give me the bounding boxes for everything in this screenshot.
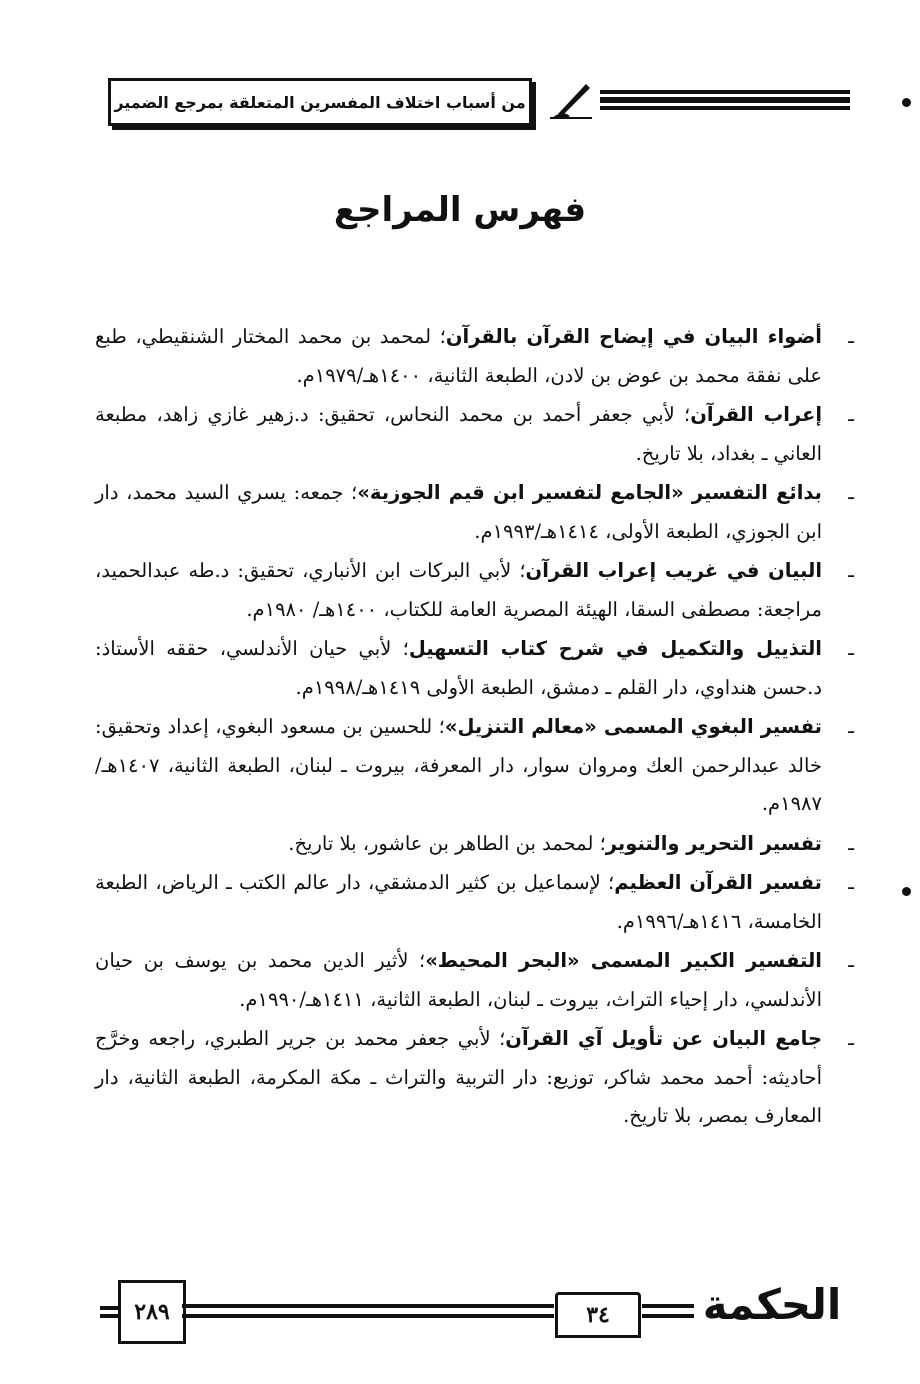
reference-item <box>95 942 840 1019</box>
reference-title: بدائع التفسير «الجامع لتفسير ابن قيم الجوزية» <box>357 481 822 504</box>
reference-title: التذييل والتكميل في شرح كتاب التسهيل <box>408 637 822 660</box>
page-header <box>0 70 920 130</box>
reference-title: إعراب القرآن <box>690 403 823 426</box>
running-title: من أسباب اختلاف المفسرين المتعلقة بمرجع الضمير <box>108 78 532 126</box>
margin-dot <box>902 887 911 896</box>
footer-rule <box>642 1314 694 1318</box>
page-footer <box>0 1268 920 1348</box>
reference-item <box>95 864 840 941</box>
reference-title: تفسير البغوي المسمى «معالم التنزيل» <box>444 715 822 738</box>
reference-details: ؛ لمحمد بن محمد المختار الشنقيطي، طبع على نفقة محمد بن عوض بن لادن، الطبعة الثانية، ١٤٠٠هـ/١٩٧٩م. <box>95 325 822 387</box>
reference-item <box>95 318 840 395</box>
issue-number: ٣٤ <box>555 1292 641 1338</box>
margin-dot <box>902 98 911 107</box>
footer-rule <box>182 1314 554 1318</box>
reference-title: تفسير القرآن العظيم <box>614 871 822 894</box>
reference-details: ؛ لأبي حيان الأندلسي، حققه الأستاذ: د.حسن هنداوي، دار القلم ـ دمشق، الطبعة الأولى ١٤١٩هـ/١٩٩٨م. <box>95 637 822 699</box>
reference-details: ؛ لأبي البركات ابن الأنباري، تحقيق: د.طه عبدالحميد، مراجعة: مصطفى السقا، الهيئة المصرية العامة للكتاب، ١٤٠٠هـ/ ١٩٨٠م. <box>95 559 822 621</box>
journal-logo: الحكمة <box>702 1279 842 1329</box>
reference-item <box>95 825 840 864</box>
footer-rule <box>100 1306 118 1310</box>
header-rule <box>600 90 850 113</box>
reference-item <box>95 552 840 629</box>
reference-details: ؛ لأبي جعفر أحمد بن محمد النحاس، تحقيق: د.زهير غازي زاهد، مطبعة العاني ـ بغداد، بلا تاريخ. <box>95 403 822 465</box>
footer-rule <box>100 1314 118 1318</box>
reference-item <box>95 474 840 551</box>
reference-item <box>95 630 840 707</box>
reference-item <box>95 708 840 824</box>
reference-details: ؛ لمحمد بن الطاهر بن عاشور، بلا تاريخ. <box>288 831 606 855</box>
footer-rule <box>642 1304 694 1308</box>
quill-icon <box>548 80 594 120</box>
reference-item <box>95 1020 840 1136</box>
reference-details: ؛ لإسماعيل بن كثير الدمشقي، دار عالم الكتب ـ الرياض، الطبعة الخامسة، ١٤١٦هـ/١٩٩٦م. <box>95 871 822 933</box>
reference-title: البيان في غريب إعراب القرآن <box>525 559 822 582</box>
reference-list <box>95 318 840 1137</box>
page-number: ٢٨٩ <box>118 1280 186 1344</box>
reference-title: جامع البيان عن تأويل آي القرآن <box>505 1027 822 1050</box>
page-title: فهرس المراجع <box>333 190 587 230</box>
reference-details: ؛ لأبي جعفر محمد بن جرير الطبري، راجعه وخرَّج أحاديثه: أحمد محمد شاكر، توزيع: دار التربية والتراث ـ مكة المكرمة، الطبعة الثانية، دار المعارف بمصر، بلا تاريخ. <box>95 1027 822 1127</box>
reference-title: التفسير الكبير المسمى «البحر المحيط» <box>425 949 822 972</box>
reference-details: ؛ جمعه: يسري السيد محمد، دار ابن الجوزي، الطبعة الأولى، ١٤١٤هـ/١٩٩٣م. <box>95 481 822 543</box>
reference-item <box>95 396 840 473</box>
footer-rule <box>182 1304 554 1308</box>
reference-details: ؛ لأثير الدين محمد بن يوسف بن حيان الأندلسي، دار إحياء التراث، بيروت ـ لبنان، الطبعة الثانية، ١٤١١هـ/١٩٩٠م. <box>95 949 822 1011</box>
reference-title: أضواء البيان في إيضاح القرآن بالقرآن <box>445 325 822 348</box>
reference-title: تفسير التحرير والتنوير <box>605 831 822 855</box>
reference-details: ؛ للحسين بن مسعود البغوي، إعداد وتحقيق: خالد عبدالرحمن العك ومروان سوار، دار المعرفة، بيروت ـ لبنان، الطبعة الثانية، ١٤٠٧هـ/١٩٨٧م. <box>95 715 822 815</box>
